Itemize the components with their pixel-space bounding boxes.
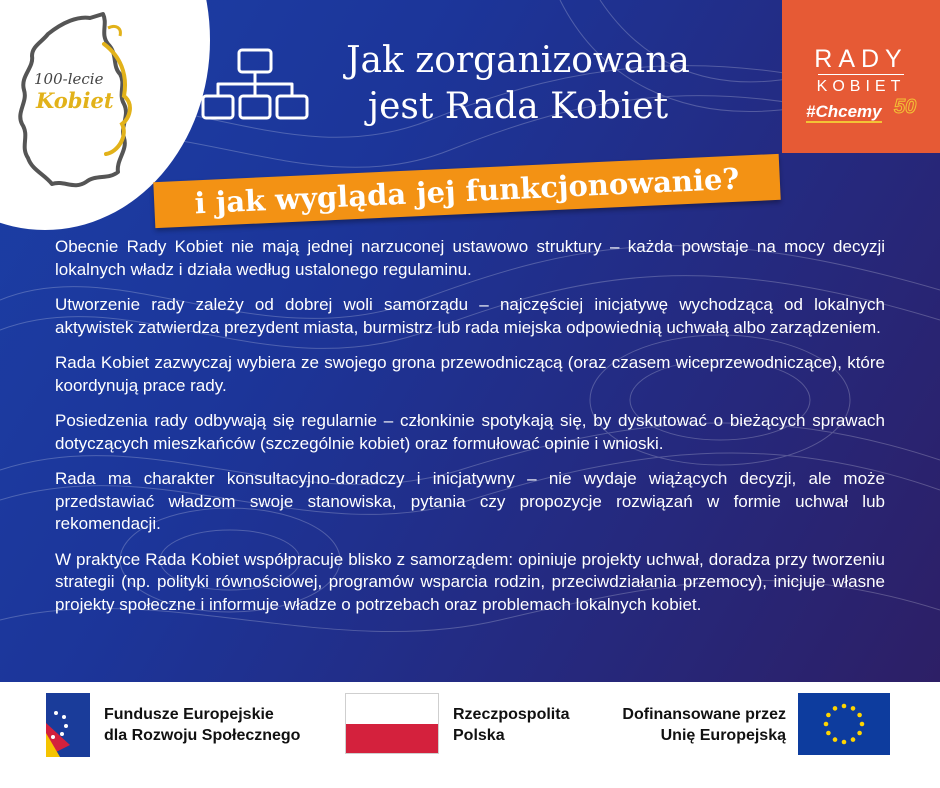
- paragraph-6: W praktyce Rada Kobiet współpracuje blisko z samorządem: opiniuje projekty uchwał, doradza przy tworzeniu strategii (np. polityki równościowej, programów wsparcia rodzin, przeciwdziałania przemocy), inicjuje własne projekty społeczne i informuje władze o potrzebach oraz problemach lokalnych kobiet.: [55, 549, 885, 614]
- paragraph-3: Rada Kobiet zazwyczaj wybiera ze swojego grona przewodniczącą (oraz czasem wiceprzewodniczące), które koordynują prace rady.: [55, 353, 885, 395]
- page-title: [318, 38, 718, 130]
- eu-flag-icon: [798, 693, 890, 755]
- subtitle: i jak wygląda jej funkcjonowanie?: [193, 161, 741, 221]
- paragraph-4: Posiedzenia rady odbywają się regularnie – członkinie spotykają się, by dyskutować o bieżących sprawach dotyczących mieszkańców (szczególnie kobiet) oraz formułować opinie i wnioski.: [55, 411, 885, 453]
- rady-kobiet-badge: [782, 0, 940, 153]
- logo-text-100-lecie: 100-lecie: [34, 70, 104, 88]
- title-line-1: Jak zorganizowana: [346, 40, 690, 81]
- funding-footer: [0, 682, 940, 788]
- paragraph-2: Utworzenie rady zależy od dobrej woli samorządu – najczęściej inicjatywę wychodzącą od lokalnych aktywistek zatwierdza prezydent miasta, burmistrz lub rada miejska odpowiednią uchwałą albo zarządzeniem.: [55, 295, 885, 337]
- title-line-2: jest Rada Kobiet: [367, 86, 669, 127]
- badge-kobiet: KOBIET: [816, 78, 906, 95]
- badge-hashtag: #Chcemy: [806, 102, 882, 121]
- badge-divider: [818, 74, 904, 75]
- paragraph-1: Obecnie Rady Kobiet nie mają jednej narzuconej ustawowo struktury – każda powstaje na mocy decyzji lokalnych władz i działa według ustalonego regulaminu.: [55, 237, 885, 279]
- badge-number: 50: [894, 96, 917, 118]
- european-funds-logo-icon: [46, 693, 90, 757]
- badge-rady: RADY: [814, 45, 908, 73]
- european-funds-label: Fundusze Europejskie dla Rozwoju Społecznego: [104, 706, 301, 744]
- paragraph-5: Rada ma charakter konsultacyjno-doradczy i inicjatywny – nie wydaje wiążących decyzji, ale może przedstawiać władzom swoje stanowiska, pytania czy propozycje rozwiązań w formie uchwał lub rekomendacji.: [55, 469, 885, 533]
- logo-text-kobiet: Kobiet: [36, 88, 114, 113]
- poland-flag-icon: [345, 693, 439, 754]
- eu-funding-label: Dofinansowane przez Unię Europejską: [622, 706, 786, 744]
- org-chart-icon: [200, 46, 310, 122]
- poland-label: Rzeczpospolita Polska: [453, 706, 570, 744]
- body-text: [55, 236, 885, 629]
